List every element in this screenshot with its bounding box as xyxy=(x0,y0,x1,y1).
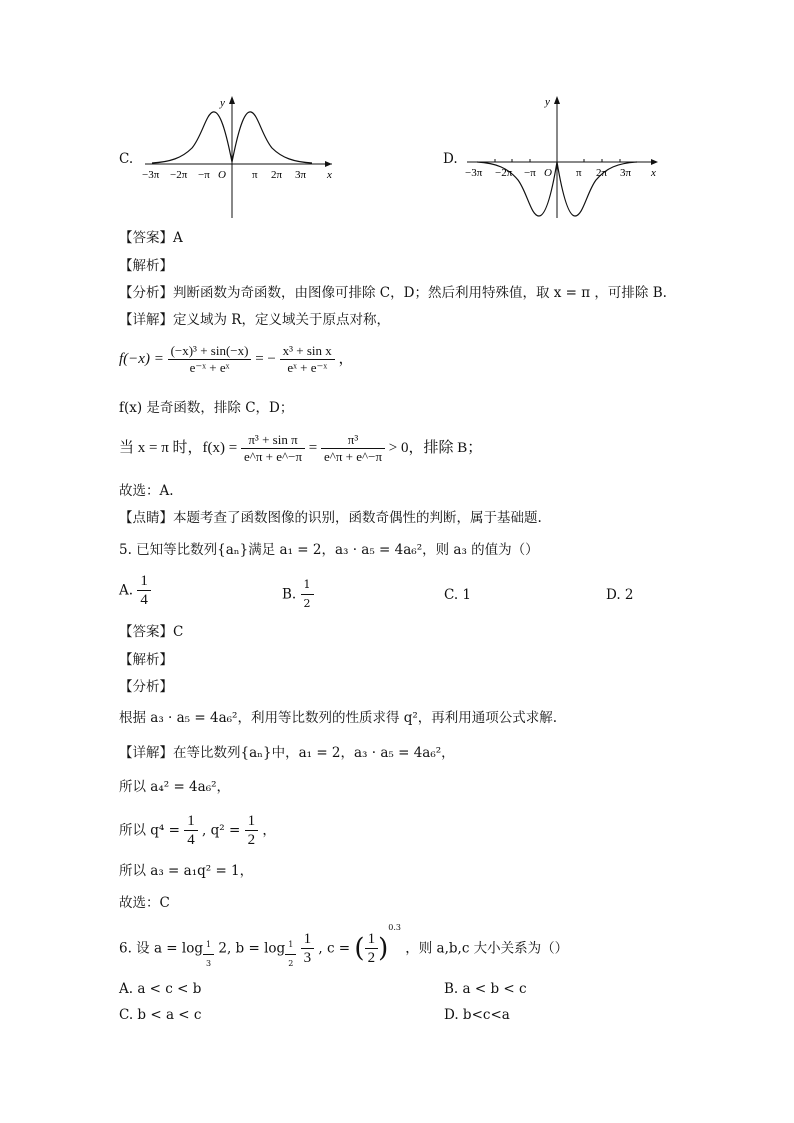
q5-option-d: D. 2 xyxy=(606,587,634,603)
odd-function-line: f(x) 是奇函数，排除 C，D； xyxy=(119,400,294,416)
q5-option-c: C. 1 xyxy=(444,587,472,603)
q5-choose-line: 故选：C xyxy=(119,895,170,911)
q6-option-b: B. a < b < c xyxy=(444,981,527,997)
x-axis-arrow xyxy=(325,161,332,167)
graph-option-d xyxy=(462,92,662,222)
q5-option-b: B. $\frac{1}{2}$ xyxy=(282,576,314,613)
tick-pi: π xyxy=(252,169,258,181)
tick-3pi: 3π xyxy=(620,167,632,179)
q5-analysis-heading: 【解析】 xyxy=(119,652,173,668)
q5-step-2: 所以 q⁴ = $\frac{1}{4}$ , q² = $\frac{1}{2}$ ， xyxy=(119,813,276,848)
option-d-label: D. xyxy=(443,151,458,167)
tick-negpi: −π xyxy=(198,169,210,181)
q5-fenxi-line: 根据 a₃ · a₅ = 4a₆²，利用等比数列的性质求得 q²，再利用通项公式求解. xyxy=(119,710,558,726)
q6-option-d: D. b<c<a xyxy=(444,1007,510,1023)
tick-pi: π xyxy=(576,167,582,179)
graph-option-c xyxy=(140,92,340,222)
q6-option-a: A. a < c < b xyxy=(119,981,202,997)
q5-answer-line: 【答案】C xyxy=(119,624,184,640)
formula-f-pi: 当 x = π 时，f(x) = $\frac{\text{π³ + sin π}}{e\^{}\pi + e\^{}-\pi}$ = $\frac{\text{π³}}{e\^{}\pi + e\^{}-\pi}$ > 0，排除 B； xyxy=(119,432,483,464)
y-axis-arrow xyxy=(554,96,560,104)
x-label: x xyxy=(651,167,656,179)
origin-label: O xyxy=(218,169,226,181)
y-label: y xyxy=(220,97,225,109)
y-label: y xyxy=(545,96,550,108)
tick-neg3pi: −3π xyxy=(142,169,160,181)
tick-neg2pi: −2π xyxy=(170,169,188,181)
x-label: x xyxy=(327,169,332,181)
xiangjie-line: 【详解】定义域为 R，定义域关于原点对称， xyxy=(119,312,390,328)
tick-neg3pi: −3π xyxy=(465,167,483,179)
dianjing-line: 【点睛】本题考查了函数图像的识别，函数奇偶性的判断，属于基础题. xyxy=(119,510,542,526)
choose-line: 故选：A. xyxy=(119,483,174,499)
tick-2pi: 2π xyxy=(271,169,283,181)
question-5-stem: 5. 已知等比数列{aₙ}满足 a₁ = 2，a₃ · a₅ = 4a₆²，则 a₃ 的值为（） xyxy=(119,542,539,558)
tick-neg2pi: −2π xyxy=(495,167,513,179)
tick-3pi: 3π xyxy=(295,169,307,181)
answer-line: 【答案】A xyxy=(119,230,183,246)
tick-negpi: −π xyxy=(524,167,536,179)
origin-label: O xyxy=(544,167,552,179)
option-c-label: C. xyxy=(119,151,134,167)
q5-fenxi-heading: 【分析】 xyxy=(119,679,173,695)
fenxi-line: 【分析】判断函数为奇函数，由图像可排除 C，D；然后利用特殊值，取 x = π ，可排除 B. xyxy=(119,285,667,301)
tick-2pi: 2π xyxy=(596,167,608,179)
question-6-stem: 6. 设 a = log $\frac{1}{3}$ 2, b = log $\frac{1}{2}$ $\frac{1}{3}$ , c = ( $\frac{1}{2}$ )$^{0.3}$ ，则 a,b,c 大小关系为（） xyxy=(119,923,569,968)
q5-step-3: 所以 a₃ = a₁q² = 1， xyxy=(119,863,254,879)
analysis-heading: 【解析】 xyxy=(119,258,173,274)
x-axis-arrow xyxy=(651,159,658,165)
q5-option-a: A. $\frac{1}{4}$ xyxy=(119,572,151,609)
y-axis-arrow xyxy=(229,96,235,104)
q5-step-1: 所以 a₄² = 4a₆²， xyxy=(119,779,231,795)
q6-option-c: C. b < a < c xyxy=(119,1007,202,1023)
q5-xiangjie-line: 【详解】在等比数列{aₙ}中，a₁ = 2，a₃ · a₅ = 4a₆²， xyxy=(119,745,455,761)
formula-f-neg-x: f(−x) = $\frac{\text{(−x)³ + sin(−x)}}{\text{e⁻ˣ + eˣ}}$ = − $\frac{\text{x³ + sin x}}{\text{eˣ + e⁻ˣ}}$ ， xyxy=(119,343,354,375)
